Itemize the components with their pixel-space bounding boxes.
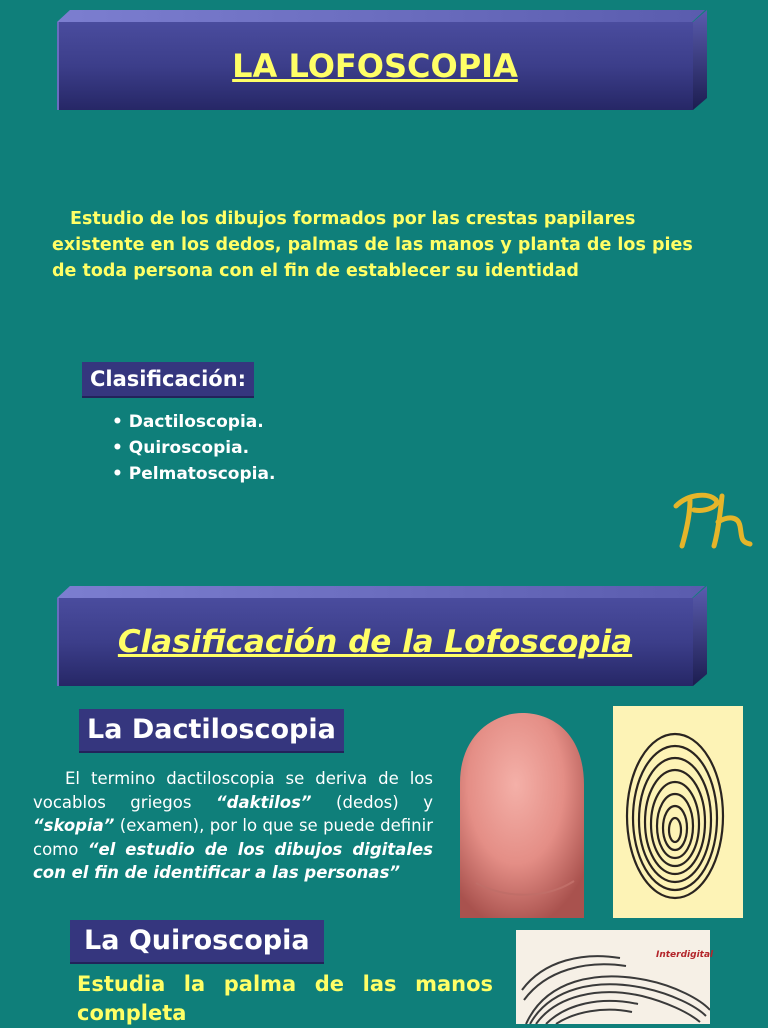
fingertip-image [456,713,588,918]
dactiloscopia-heading: La Dactiloscopia [79,709,344,753]
palm-label: Interdigital [656,950,714,960]
section-title: Clasificación de la Lofoscopia [117,624,633,660]
palmprint-image [516,930,714,1024]
quiroscopia-heading: La Quiroscopia [70,920,324,964]
list-item: • Quiroscopia. [112,435,275,461]
intro-text: Estudio de los dibujos formados por las crestas papilares existente en los dedos, palmas de las manos y planta de los pies de toda persona con el fin de establecer su identidad [52,209,693,281]
title-bar-2 [57,586,707,686]
signature-logo [668,486,758,556]
fingerprint-image [613,706,743,918]
classification-list [112,409,275,487]
list-item: • Dactiloscopia. [112,409,275,435]
page-title: LA LOFOSCOPIA [232,47,518,85]
classification-label: Clasificación: [82,362,254,398]
list-item: • Pelmatoscopia. [112,461,275,487]
dactiloscopia-paragraph: El termino dactiloscopia se deriva de los vocablos griegos “daktilos” (dedos) y “skopia” (examen), por lo que se puede definir como “el estudio de los dibujos digitales con el fin de identificar a las personas” [33,769,433,882]
title-bar-1 [57,10,707,110]
quiroscopia-text: Estudia la palma de las manos completa [77,972,493,1025]
